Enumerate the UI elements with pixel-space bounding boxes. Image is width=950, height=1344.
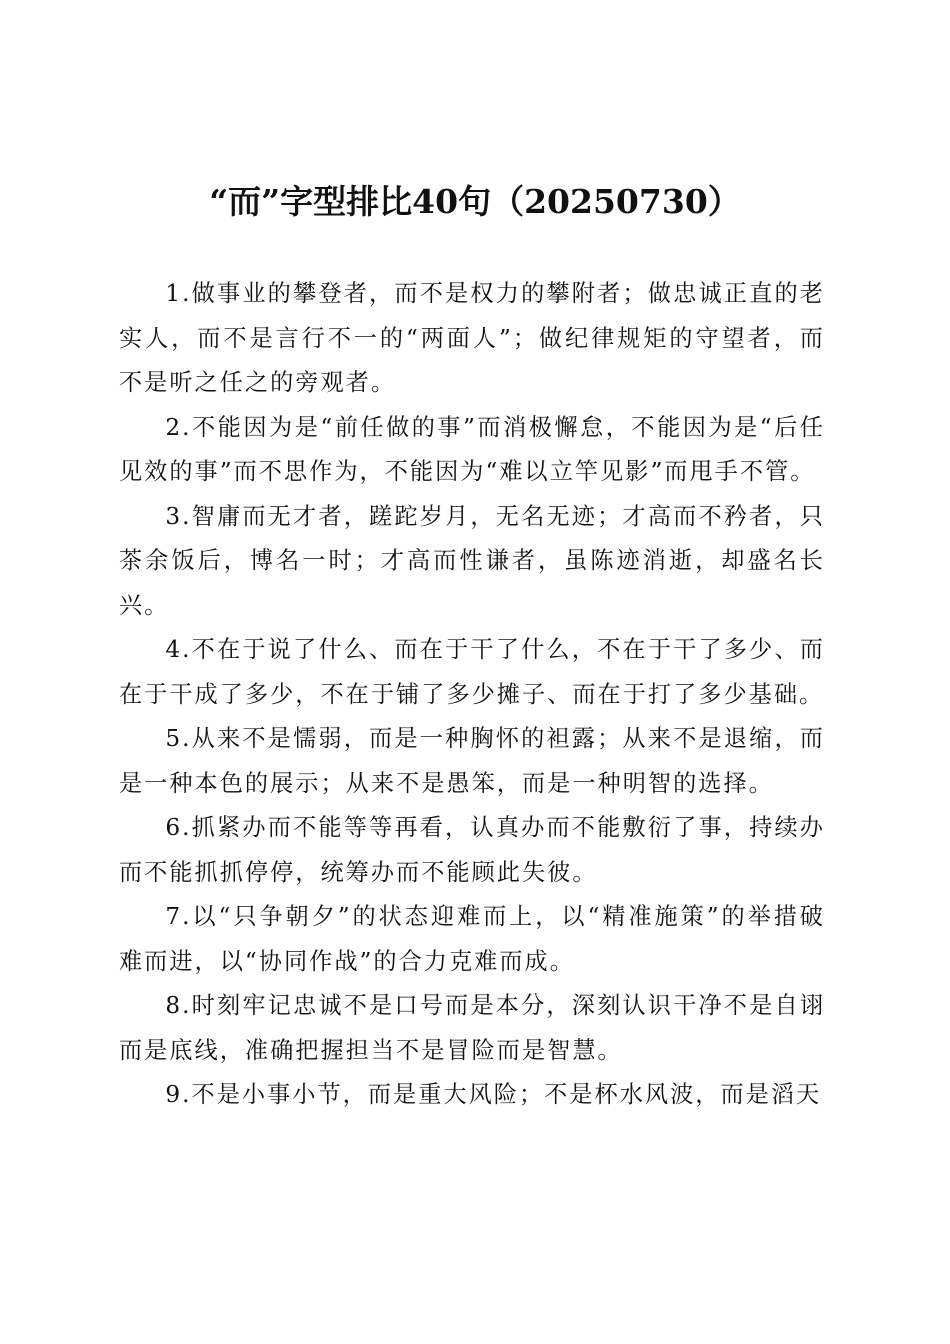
paragraph-8: 8.时刻牢记忠诚不是口号而是本分，深刻认识干净不是自诩而是底线，准确把握担当不是冒险而是智慧。: [119, 992, 825, 1064]
paragraph-5: 5.从来不是懦弱，而是一种胸怀的袒露；从来不是退缩，而是一种本色的展示；从来不是愚笨，而是一种明智的选择。: [119, 725, 825, 797]
paragraph-2: 2.不能因为是“前任做的事”而消极懈怠，不能因为是“后任见效的事”而不思作为，不能因为“难以立竿见影”而甩手不管。: [119, 413, 825, 485]
paragraph-4: 4.不在于说了什么、而在于干了什么，不在于干了多少、而在于干成了多少，不在于铺了多少摊子、而在于打了多少基础。: [119, 636, 825, 708]
paragraph-1: 1.做事业的攀登者，而不是权力的攀附者；做忠诚正直的老实人，而不是言行不一的“两面人”；做纪律规矩的守望者，而不是听之任之的旁观者。: [119, 280, 825, 396]
paragraph-9: 9.不是小事小节，而是重大风险；不是杯水风波，而是滔天: [165, 1081, 822, 1108]
paragraph-6: 6.抓紧办而不能等等再看，认真办而不能敷衍了事，持续办而不能抓抓停停，统筹办而不能顾此失彼。: [119, 814, 825, 886]
paragraph-3: 3.智庸而无才者，蹉跎岁月，无名无迹；才高而不矜者，只茶余饭后，博名一时；才高而性谦者，虽陈迹消逝，却盛名长兴。: [119, 502, 825, 619]
document-title: “而”字型排比40句（20250730）: [209, 182, 741, 221]
document-body: [119, 272, 825, 1118]
paragraph-7: 7.以“只争朝夕”的状态迎难而上，以“精准施策”的举措破难而进，以“协同作战”的合力克难而成。: [119, 903, 825, 975]
